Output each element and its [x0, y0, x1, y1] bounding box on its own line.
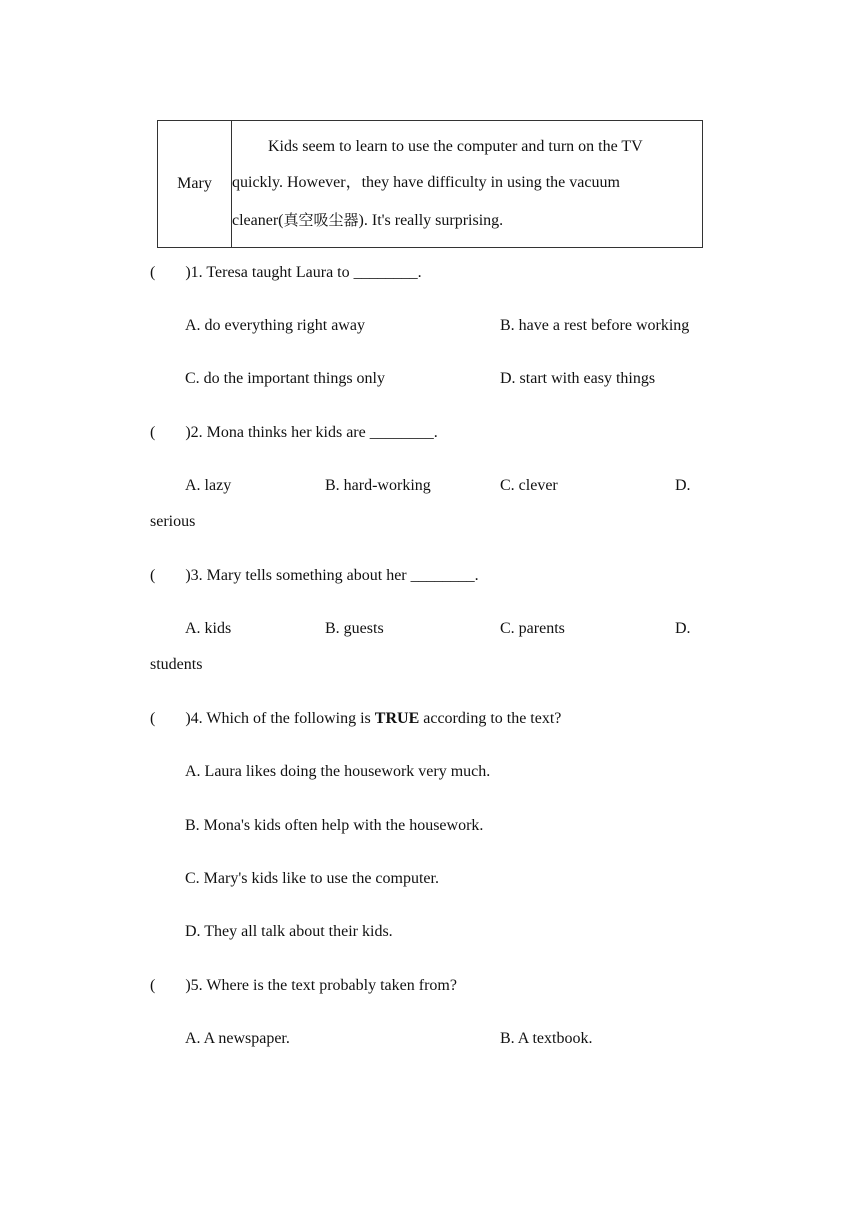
passage-line-3-pre: cleaner( — [232, 211, 284, 229]
passage-line-3-cjk: 真空吸尘器 — [283, 210, 359, 229]
option-4a: A. Laura likes doing the housework very much. — [185, 763, 491, 780]
passage-table — [157, 120, 703, 248]
option-3b: B. guests — [325, 620, 384, 637]
question-stem: )3. Mary tells something about her ________. — [185, 567, 479, 584]
passage-line-3-post: ). It's really surprising. — [358, 211, 504, 229]
option-3d-wrap: students — [150, 656, 203, 673]
passage-line-2: quickly. However，they have difficulty in using the vacuum — [232, 174, 620, 192]
option-1c: C. do the important things only — [185, 370, 385, 387]
option-2d: D. — [675, 477, 691, 494]
answer-paren: ( — [150, 567, 156, 584]
option-3a: A. kids — [185, 620, 232, 637]
option-5b: B. A textbook. — [500, 1030, 593, 1047]
question-stem: )5. Where is the text probably taken from? — [185, 977, 457, 994]
question-1 — [150, 263, 422, 283]
option-1d: D. start with easy things — [500, 370, 656, 387]
option-5a: A. A newspaper. — [185, 1030, 290, 1047]
option-4b: B. Mona's kids often help with the housework. — [185, 817, 484, 834]
option-4d: D. They all talk about their kids. — [185, 923, 393, 940]
question-stem: )2. Mona thinks her kids are ________. — [185, 424, 438, 441]
option-2d-wrap: serious — [150, 513, 196, 530]
option-2c: C. clever — [500, 477, 558, 494]
answer-paren: ( — [150, 710, 156, 727]
answer-paren: ( — [150, 264, 156, 281]
question-5 — [150, 976, 457, 996]
option-4c: C. Mary's kids like to use the computer. — [185, 870, 439, 887]
option-2a: A. lazy — [185, 477, 232, 494]
option-1b: B. have a rest before working — [500, 317, 690, 334]
speaker-name: Mary — [158, 121, 232, 248]
question-2 — [150, 423, 438, 443]
question-stem-bold: TRUE — [374, 710, 420, 727]
option-2b: B. hard-working — [325, 477, 431, 494]
question-stem-pre: )4. Which of the following is — [185, 710, 375, 727]
question-4 — [150, 709, 561, 729]
question-3 — [150, 566, 479, 586]
answer-paren: ( — [150, 424, 156, 441]
question-stem-post: according to the text? — [419, 710, 562, 727]
option-1a: A. do everything right away — [185, 317, 365, 334]
answer-paren: ( — [150, 977, 156, 994]
passage-text — [232, 121, 703, 248]
passage-line-1: Kids seem to learn to use the computer and turn on the TV — [268, 137, 643, 155]
option-3d: D. — [675, 620, 691, 637]
question-stem: )1. Teresa taught Laura to ________. — [185, 264, 422, 281]
option-3c: C. parents — [500, 620, 565, 637]
